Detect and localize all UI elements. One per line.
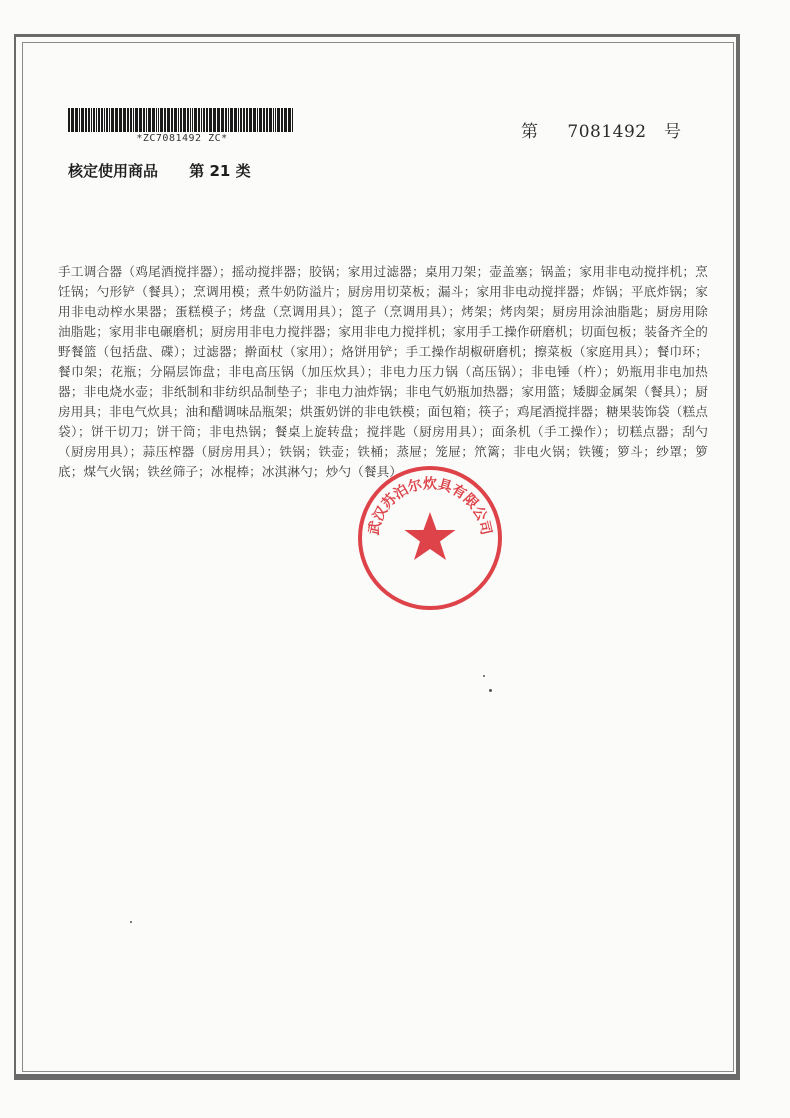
class-label: 第 21 类 bbox=[189, 162, 251, 180]
barcode-bar bbox=[79, 108, 80, 132]
barcode-bar bbox=[259, 108, 262, 132]
barcode-bar bbox=[123, 108, 126, 132]
barcode-bar bbox=[273, 108, 274, 132]
barcode-bar bbox=[167, 108, 170, 132]
barcode-bar bbox=[96, 108, 97, 132]
barcode-bar bbox=[246, 108, 248, 132]
barcode-bar bbox=[243, 108, 245, 132]
barcode-bar bbox=[109, 108, 110, 132]
barcode-bar bbox=[88, 108, 90, 132]
barcode-bar bbox=[234, 108, 237, 132]
barcode-bar bbox=[158, 108, 159, 132]
barcode-bar bbox=[101, 108, 103, 132]
barcode-bar bbox=[228, 108, 229, 132]
barcode-bar bbox=[127, 108, 129, 132]
barcode-bar bbox=[194, 108, 197, 132]
registration-number-value: 7081492 bbox=[567, 122, 647, 142]
barcode-bar bbox=[148, 108, 151, 132]
barcode-bar bbox=[91, 108, 92, 132]
barcode-bar bbox=[160, 108, 163, 132]
barcode-bar bbox=[187, 108, 189, 132]
barcode-bar bbox=[68, 108, 70, 132]
barcode-bar bbox=[190, 108, 191, 132]
registration-suffix: 号 bbox=[664, 122, 682, 142]
barcode-bar bbox=[225, 108, 227, 132]
barcode-bar bbox=[213, 108, 216, 132]
scan-speck bbox=[483, 675, 485, 677]
barcode-bar bbox=[115, 108, 118, 132]
barcode-bar bbox=[171, 108, 173, 132]
barcode-bar bbox=[75, 108, 78, 132]
barcode-bar bbox=[156, 108, 157, 132]
class-heading bbox=[68, 160, 251, 181]
barcode-bar bbox=[164, 108, 166, 132]
barcode-bar bbox=[130, 108, 132, 132]
barcode-bar bbox=[178, 108, 179, 132]
barcode-bar bbox=[249, 108, 252, 132]
barcode-icon bbox=[68, 108, 296, 132]
barcode-bar bbox=[183, 108, 186, 132]
barcode-bar bbox=[119, 108, 122, 132]
scan-speck bbox=[489, 689, 492, 692]
barcode-bar bbox=[269, 108, 272, 132]
scan-speck bbox=[130, 921, 132, 923]
barcode-bar bbox=[238, 108, 239, 132]
barcode-bar bbox=[192, 108, 193, 132]
barcode-bar bbox=[174, 108, 177, 132]
barcode-bar bbox=[201, 108, 202, 132]
barcode-bar bbox=[85, 108, 87, 132]
barcode-bar bbox=[106, 108, 108, 132]
barcode-bar bbox=[180, 108, 182, 132]
barcode-bar bbox=[206, 108, 208, 132]
barcode-bar bbox=[111, 108, 114, 132]
barcode-bar bbox=[266, 108, 268, 132]
barcode-bar bbox=[152, 108, 155, 132]
barcode-bar bbox=[275, 108, 276, 132]
company-seal bbox=[356, 464, 504, 612]
star-icon bbox=[405, 512, 456, 560]
barcode-bar bbox=[277, 108, 280, 132]
barcode-bar bbox=[81, 108, 84, 132]
barcode-bar bbox=[292, 108, 293, 132]
barcode-bar bbox=[263, 108, 265, 132]
barcode-bar bbox=[221, 108, 224, 132]
barcode-bar bbox=[288, 108, 291, 132]
barcode-block bbox=[68, 108, 296, 144]
barcode-bar bbox=[257, 108, 258, 132]
barcode-bar bbox=[253, 108, 256, 132]
barcode-bar bbox=[146, 108, 147, 132]
barcode-bar bbox=[281, 108, 283, 132]
goods-list: 手工调合器（鸡尾酒搅拌器）；摇动搅拌器；胶锅；家用过滤器；桌用刀架；壶盖塞；锅盖；家用非电动搅拌机；烹饪锅；勺形铲（餐具）；烹调用模；煮牛奶防溢片；厨房用切菜板；漏斗；家用非电动搅拌器；炸锅；平底炸锅；家用非电动榨水果器；蛋糕模子；烤盘（烹调用具）；箆子（烹调用具）；烤架；烤肉架；厨房用涂油脂匙；厨房用除油脂匙；家用非电碾磨机；厨房用非电力搅拌器；家用非电力搅拌机；家用手工操作研磨机；切面包板；装备齐全的野餐篮（包括盘、碟）；过滤器；擀面杖（家用）；烙饼用铲；手工操作胡椒研磨机；擦菜板（家庭用具）；餐巾环；餐巾架；花瓶；分隔层饰盘；非电高压锅（加压炊具）；非电力压力锅（高压锅）；非电锤（杵）；奶瓶用非电加热器；非电烧水壶；非纸制和非纺织品制垫子；非电力油炸锅；非电气奶瓶加热器；家用篮；矮脚金属架（餐具）；厨房用具；非电气炊具；油和醋调味品瓶架；烘蛋奶饼的非电铁模；面包箱；筷子；鸡尾酒搅拌器；糖果装饰袋（糕点袋）；饼干切刀；饼干筒；非电热锅；餐桌上旋转盘；搅拌匙（厨房用具）；面条机（手工操作）；切糕点器；刮勺（厨房用具）；蒜压榨器（厨房用具）；铁锅；铁壶；铁桶；蒸屉；笼屉；笊篱；非电火锅；铁镬；箩斗；纱罩；箩底；煤气火锅；铁丝筛子；冰棍棒；冰淇淋勺；炒勺（餐具） bbox=[58, 264, 708, 479]
barcode-bar bbox=[284, 108, 287, 132]
approved-goods-label: 核定使用商品 bbox=[68, 162, 159, 180]
barcode-bar bbox=[209, 108, 212, 132]
barcode-text: *ZC7081492 ZC* bbox=[136, 133, 228, 144]
barcode-bar bbox=[198, 108, 200, 132]
barcode-bar bbox=[71, 108, 74, 132]
barcode-bar bbox=[230, 108, 233, 132]
barcode-bar bbox=[98, 108, 100, 132]
barcode-bar bbox=[104, 108, 105, 132]
barcode-bar bbox=[93, 108, 95, 132]
barcode-bar bbox=[143, 108, 145, 132]
barcode-bar bbox=[203, 108, 205, 132]
barcode-bar bbox=[135, 108, 138, 132]
registration-prefix: 第 bbox=[521, 122, 538, 142]
barcode-bar bbox=[139, 108, 142, 132]
barcode-bar bbox=[133, 108, 134, 132]
barcode-bar bbox=[240, 108, 242, 132]
barcode-bar bbox=[217, 108, 220, 132]
registration-number bbox=[521, 117, 681, 142]
seal-text: 武汉苏泊尔炊具有限公司 bbox=[366, 476, 494, 537]
